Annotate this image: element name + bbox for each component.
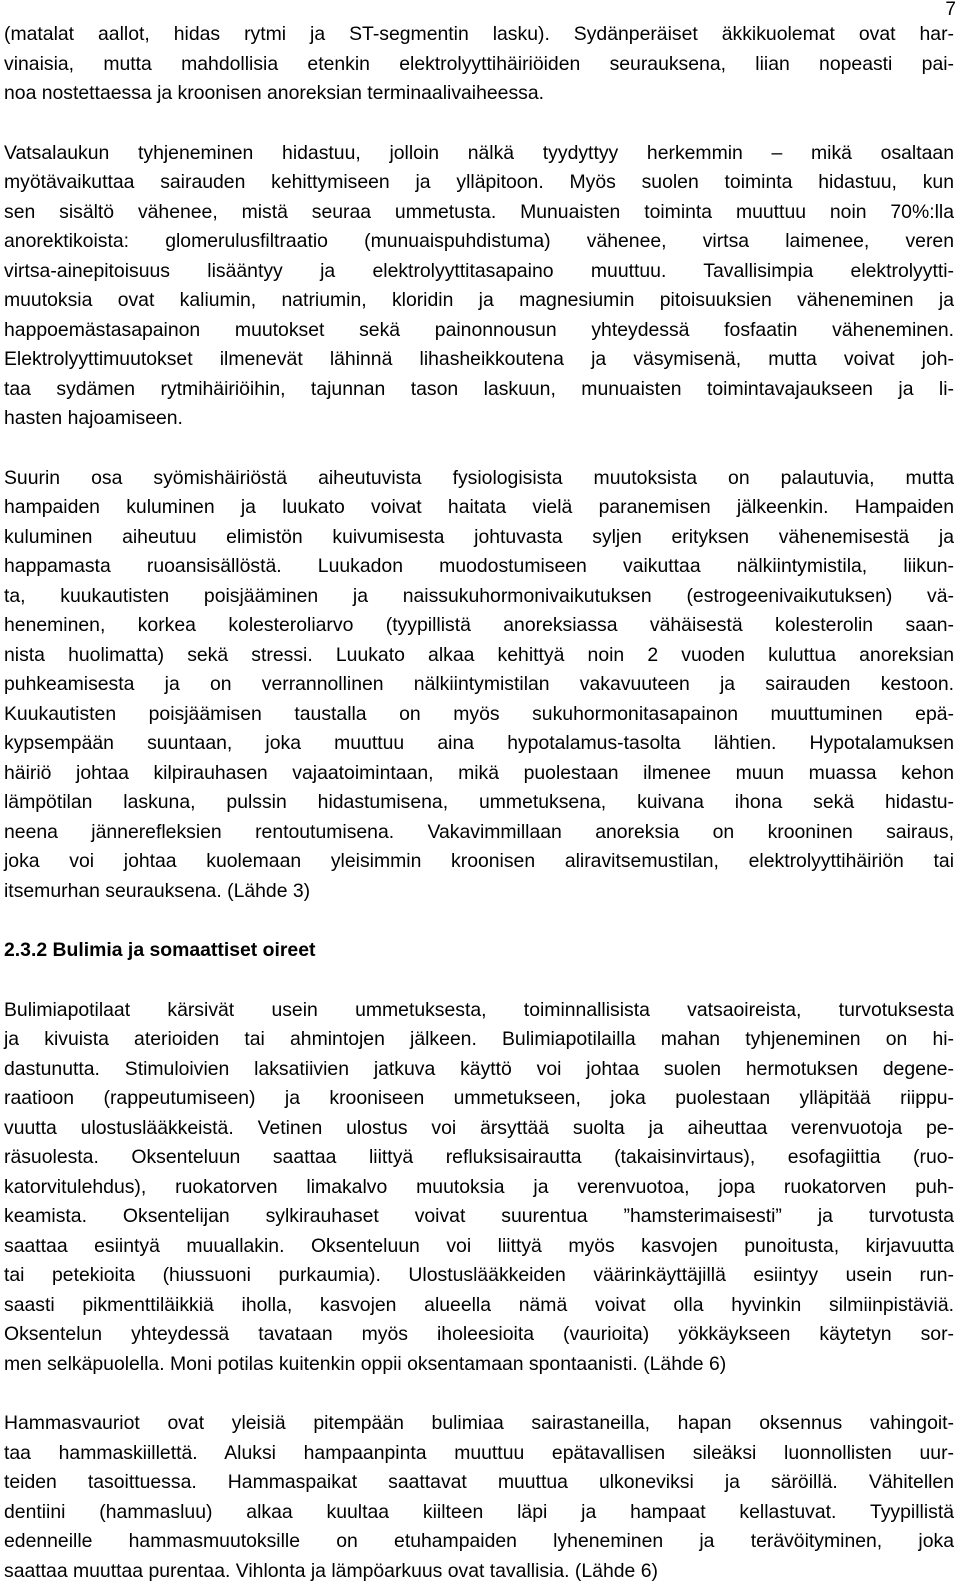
text-line: ta, kuukautisten poisjääminen ja naissukuhormonivaikutuksen (estrogeenivaikutuksen) vä- [4, 582, 954, 612]
text-line: happoemästasapainon muutokset sekä painonnousun yhteydessä fosfaatin väheneminen. [4, 316, 954, 346]
paragraph [4, 464, 954, 907]
page-number: 7 [945, 0, 956, 20]
text-line: kuluminen aiheutuu elimistön kuivumisesta johtuvasta syljen erityksen vähenemisestä ja [4, 523, 954, 553]
text-line: Bulimiapotilaat kärsivät usein ummetuksesta, toiminnallisista vatsaoireista, turvotuksesta [4, 996, 954, 1026]
paragraph-gap [4, 1379, 954, 1409]
text-line: tai petekioita (hiussuoni purkaumia). Ulostuslääkkeiden väärinkäyttäjillä esiintyy usein run- [4, 1261, 954, 1291]
text-line: räsuolesta. Oksenteluun saattaa liittyä refluksisairautta (takaisinvirtaus), esofagiittia (ruo- [4, 1143, 954, 1173]
text-line: ja kivuista aterioiden tai ahmintojen jälkeen. Bulimiapotilailla mahan tyhjeneminen on hi- [4, 1025, 954, 1055]
text-line: lämpötilan laskuna, pulssin hidastumisena, ummetuksena, kuivana ihona sekä hidastu- [4, 788, 954, 818]
section-heading: 2.3.2 Bulimia ja somaattiset oireet [4, 936, 954, 966]
text-line: häiriö johtaa kilpirauhasen vajaatoimintaan, mikä puolestaan ilmenee muun muassa kehon [4, 759, 954, 789]
text-line: virtsa-ainepitoisuus lisääntyy ja elektrolyyttitasapaino muuttuu. Tavallisimpia elektrolyytti- [4, 257, 954, 287]
text-line: dastunutta. Stimuloivien laksatiivien jatkuva käyttö voi johtaa suolen hermotuksen degene- [4, 1055, 954, 1085]
text-line: teiden tasoittuessa. Hammaspaikat saattavat muuttua ulkoneviksi ja säröillä. Vähitellen [4, 1468, 954, 1498]
text-line: heneminen, korkea kolesteroliarvo (tyypillistä anoreksiassa vähäisestä kolesterolin saan- [4, 611, 954, 641]
text-line: raatioon (rappeutumiseen) ja krooniseen ummetukseen, joka puolestaan ylläpitää riippu- [4, 1084, 954, 1114]
text-line: saattaa muuttaa purentaa. Vihlonta ja lämpöarkuus ovat tavallisia. (Lähde 6) [4, 1557, 954, 1586]
text-line: puhkeamisesta ja on verrannollinen nälkiintymistilan vakavuuteen ja sairauden kestoon. [4, 670, 954, 700]
text-line: saattaa esiintyä muuallakin. Oksenteluun voi liittyä myös kasvojen punoitusta, kirjavuutta [4, 1232, 954, 1262]
text-line: men selkäpuolella. Moni potilas kuitenkin oppii oksentamaan spontaanisti. (Lähde 6) [4, 1350, 954, 1380]
text-line: muutoksia ovat kaliumin, natriumin, kloridin ja magnesiumin pitoisuuksien väheneminen ja [4, 286, 954, 316]
text-line: anorektikoista: glomerulusfiltraatio (munuaispuhdistuma) vähenee, virtsa laimenee, veren [4, 227, 954, 257]
text-line: saasti pikmenttiläikkiä iholla, kasvojen alueella nämä voivat olla hyvinkin silmiinpistäviä. [4, 1291, 954, 1321]
text-line: (matalat aallot, hidas rytmi ja ST-segmentin lasku). Sydänperäiset äkkikuolemat ovat har- [4, 20, 954, 50]
document-body [4, 20, 954, 1586]
paragraph-gap [4, 906, 954, 936]
text-line: neena jännerefleksien rentoutumisena. Vakavimmillaan anoreksia on krooninen sairaus, [4, 818, 954, 848]
text-line: Oksentelun yhteydessä tavataan myös iholeesioita (vaurioita) yökkäykseen käytetyn sor- [4, 1320, 954, 1350]
text-line: hasten hajoamiseen. [4, 404, 954, 434]
text-line: edenneille hammasmuutoksille on etuhampaiden lyheneminen ja terävöityminen, joka [4, 1527, 954, 1557]
heading-gap [4, 966, 954, 996]
text-line: sen sisältö vähenee, mistä seuraa ummetusta. Munuaisten toiminta muuttuu noin 70%:lla [4, 198, 954, 228]
text-line: vuutta ulostuslääkkeistä. Vetinen ulostus voi ärsyttää suolta ja aiheuttaa verenvuotoja pe- [4, 1114, 954, 1144]
paragraph [4, 1409, 954, 1586]
text-line: joka voi johtaa kuolemaan yleisimmin kroonisen aliravitsemustilan, elektrolyyttihäiriön tai [4, 847, 954, 877]
text-line: vinaisia, mutta mahdollisia etenkin elektrolyyttihäiriöiden seurauksena, liian nopeasti pai- [4, 50, 954, 80]
text-line: taa sydämen rytmihäiriöihin, tajunnan tason laskuun, munuaisten toimintavajaukseen ja li- [4, 375, 954, 405]
text-line: happamasta ruoansisällöstä. Luukadon muodostumiseen vaikuttaa nälkiintymistila, liikun- [4, 552, 954, 582]
text-line: dentiini (hammasluu) alkaa kuultaa kiilteen läpi ja hampaat kellastuvat. Tyypillistä [4, 1498, 954, 1528]
text-line: Suurin osa syömishäiriöstä aiheutuvista fysiologisista muutoksista on palautuvia, mutta [4, 464, 954, 494]
text-line: myötävaikuttaa sairauden kehittymiseen ja ylläpitoon. Myös suolen toiminta hidastuu, kun [4, 168, 954, 198]
paragraph-gap [4, 434, 954, 464]
text-line: Kuukautisten poisjäämisen taustalla on myös sukuhormonitasapainon muuttuminen epä- [4, 700, 954, 730]
text-line: Vatsalaukun tyhjeneminen hidastuu, jolloin nälkä tyydyttyy herkemmin – mikä osaltaan [4, 139, 954, 169]
text-line: Hammasvauriot ovat yleisiä pitempään bulimiaa sairastaneilla, hapan oksennus vahingoit- [4, 1409, 954, 1439]
text-line: itsemurhan seurauksena. (Lähde 3) [4, 877, 954, 907]
text-line: noa nostettaessa ja kroonisen anoreksian terminaalivaiheessa. [4, 79, 954, 109]
paragraph [4, 20, 954, 109]
text-line: kypsempään suuntaan, joka muuttuu aina hypotalamus-tasolta lähtien. Hypotalamuksen [4, 729, 954, 759]
paragraph [4, 996, 954, 1380]
text-line: katorvitulehdus), ruokatorven limakalvo muutoksia ja verenvuotoa, jopa ruokatorven puh- [4, 1173, 954, 1203]
text-line: taa hammaskiillettä. Aluksi hampaanpinta muuttuu epätavallisen sileäksi luonnollisten uur- [4, 1439, 954, 1469]
text-line: hampaiden kuluminen ja luukato voivat haitata vielä paranemisen jälkeenkin. Hampaiden [4, 493, 954, 523]
text-line: nista huolimatta) sekä stressi. Luukato alkaa kehittyä noin 2 vuoden kuluttua anoreksian [4, 641, 954, 671]
text-line: keamista. Oksentelijan sylkirauhaset voivat suurentua ”hamsterimaisesti” ja turvotusta [4, 1202, 954, 1232]
text-line: Elektrolyyttimuutokset ilmenevät lähinnä lihasheikkoutena ja väsymisenä, mutta voivat joh- [4, 345, 954, 375]
paragraph [4, 139, 954, 434]
paragraph-gap [4, 109, 954, 139]
